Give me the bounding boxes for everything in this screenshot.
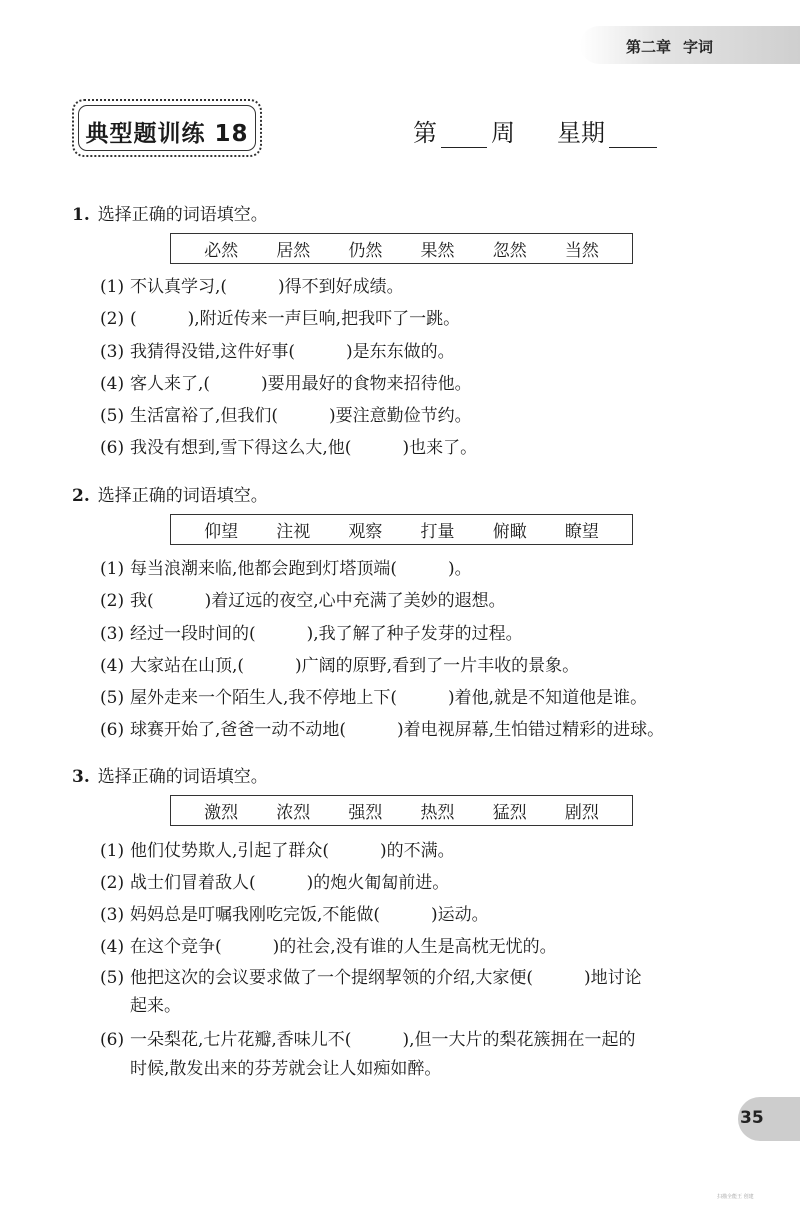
question-instruction: 选择正确的词语填空。 <box>97 486 268 506</box>
item-text: 他们仗势欺人,引起了群众( )的不满。 <box>130 841 455 861</box>
item-text: 屋外走来一个陌生人,我不停地上下( )着他,就是不知道他是谁。 <box>130 688 648 708</box>
week-prefix: 第 <box>413 119 437 147</box>
word-option: 热烈 <box>420 803 455 823</box>
question-item <box>100 586 506 616</box>
question-3-header <box>72 762 268 787</box>
item-number: (5) <box>100 688 125 708</box>
word-option: 当然 <box>564 241 599 261</box>
item-text: 战士们冒着敌人( )的炮火匍匐前进。 <box>130 873 450 893</box>
item-text: 在这个竞争( )的社会,没有谁的人生是高枕无忧的。 <box>130 937 557 957</box>
item-continuation: 起来。 <box>130 996 181 1016</box>
question-item <box>100 433 477 463</box>
word-option: 俯瞰 <box>492 522 527 542</box>
word-option: 剧烈 <box>564 803 599 823</box>
word-option: 必然 <box>204 241 239 261</box>
word-option: 激烈 <box>204 803 239 823</box>
question-item <box>100 619 523 649</box>
item-number: (1) <box>100 277 125 297</box>
question-item <box>100 272 404 302</box>
schedule-fields <box>413 113 657 148</box>
item-text: 客人来了,( )要用最好的食物来招待他。 <box>130 374 472 394</box>
item-number: (6) <box>100 1030 125 1050</box>
question-item <box>100 836 455 866</box>
question-3-word-box <box>170 795 633 826</box>
question-number: 3. <box>72 767 90 787</box>
item-number: (4) <box>100 937 125 957</box>
item-text: 他把这次的会议要求做了一个提纲挈领的介绍,大家便( )地讨论 <box>130 968 642 988</box>
question-item <box>100 401 472 431</box>
question-item <box>100 963 642 993</box>
item-number: (2) <box>100 591 125 611</box>
page-title: 典型题训练 18 <box>85 121 249 147</box>
weekday-blank <box>609 123 657 148</box>
item-text: ( ),附近传来一声巨响,把我吓了一跳。 <box>130 309 461 329</box>
item-text: 不认真学习,( )得不到好成绩。 <box>130 277 404 297</box>
question-item <box>100 900 489 930</box>
item-number: (5) <box>100 406 125 426</box>
question-item <box>100 1025 635 1055</box>
item-number: (3) <box>100 342 125 362</box>
page-number: 35 <box>740 1108 764 1128</box>
title-frame <box>72 99 262 157</box>
item-text: 大家站在山顶,( )广阔的原野,看到了一片丰收的景象。 <box>130 656 580 676</box>
word-option: 仰望 <box>204 522 239 542</box>
item-number: (5) <box>100 968 125 988</box>
week-blank <box>441 123 487 148</box>
question-item <box>100 868 449 898</box>
question-item <box>100 932 557 962</box>
item-number: (6) <box>100 720 125 740</box>
item-text: 每当浪潮来临,他都会跑到灯塔顶端( )。 <box>130 559 472 579</box>
item-text: 球赛开始了,爸爸一动不动地( )着电视屏幕,生怕错过精彩的进球。 <box>130 720 665 740</box>
word-option: 居然 <box>276 241 311 261</box>
chapter-label: 第二章 <box>626 38 672 56</box>
item-text: 我( )着辽远的夜空,心中充满了美妙的遐想。 <box>130 591 506 611</box>
word-option: 果然 <box>420 241 455 261</box>
item-text: 经过一段时间的( ),我了解了种子发芽的过程。 <box>130 624 523 644</box>
question-item <box>100 651 579 681</box>
question-1-header <box>72 200 268 225</box>
item-number: (3) <box>100 905 125 925</box>
question-number: 1. <box>72 205 90 225</box>
question-item <box>100 715 664 745</box>
item-number: (4) <box>100 374 125 394</box>
word-option: 打量 <box>420 522 455 542</box>
scanner-watermark: 扫描全能王 创建 <box>717 1194 754 1200</box>
word-option: 仍然 <box>348 241 383 261</box>
question-number: 2. <box>72 486 90 506</box>
word-option: 注视 <box>276 522 311 542</box>
item-number: (6) <box>100 438 125 458</box>
item-text: 一朵梨花,七片花瓣,香味儿不( ),但一大片的梨花簇拥在一起的 <box>130 1030 636 1050</box>
item-number: (2) <box>100 873 125 893</box>
word-option: 观察 <box>348 522 383 542</box>
question-item <box>100 683 647 713</box>
question-instruction: 选择正确的词语填空。 <box>97 767 268 787</box>
item-number: (1) <box>100 559 125 579</box>
item-number: (1) <box>100 841 125 861</box>
item-text: 妈妈总是叮嘱我刚吃完饭,不能做( )运动。 <box>130 905 489 925</box>
item-text: 我没有想到,雪下得这么大,他( )也来了。 <box>130 438 478 458</box>
item-number: (3) <box>100 624 125 644</box>
item-number: (2) <box>100 309 125 329</box>
question-1-word-box <box>170 233 633 264</box>
word-option: 强烈 <box>348 803 383 823</box>
chapter-header <box>626 36 713 57</box>
question-item <box>100 304 460 334</box>
word-option: 浓烈 <box>276 803 311 823</box>
week-suffix: 周 <box>491 119 515 147</box>
question-2-header <box>72 481 268 506</box>
word-option: 猛烈 <box>492 803 527 823</box>
question-item <box>100 554 472 584</box>
item-continuation: 时候,散发出来的芬芳就会让人如痴如醉。 <box>130 1059 442 1079</box>
weekday-label: 星期 <box>557 119 605 147</box>
question-instruction: 选择正确的词语填空。 <box>97 205 268 225</box>
word-option: 忽然 <box>492 241 527 261</box>
section-label: 字词 <box>683 38 714 56</box>
question-item <box>100 369 472 399</box>
question-2-word-box <box>170 514 633 545</box>
question-item <box>100 337 455 367</box>
item-number: (4) <box>100 656 125 676</box>
item-text: 我猜得没错,这件好事( )是东东做的。 <box>130 342 455 362</box>
word-option: 瞭望 <box>564 522 599 542</box>
item-text: 生活富裕了,但我们( )要注意勤俭节约。 <box>130 406 472 426</box>
